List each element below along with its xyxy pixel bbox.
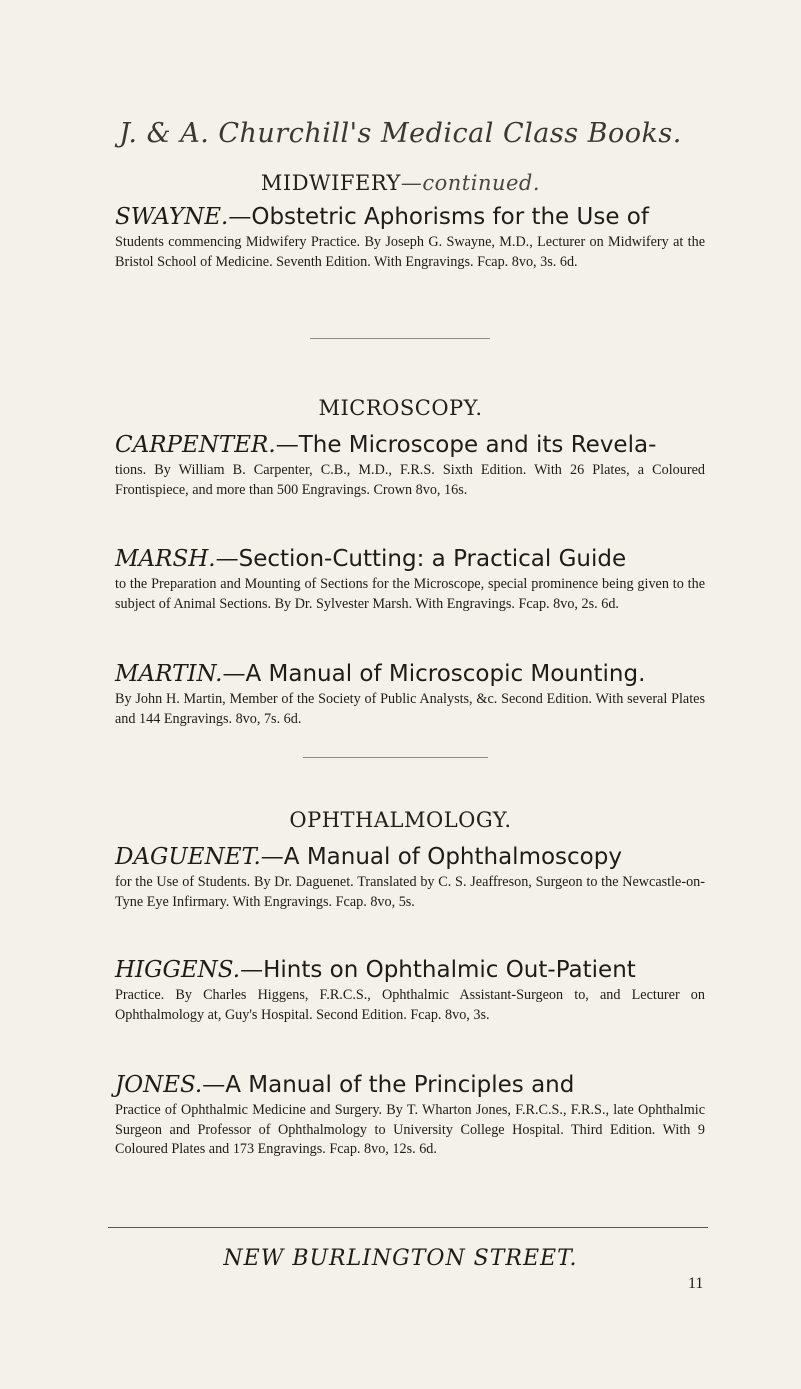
entry-title-line bbox=[115, 430, 705, 460]
entry-author: HIGGENS. bbox=[115, 957, 241, 983]
running-head: J. & A. Churchill's Medical Class Books. bbox=[119, 118, 682, 149]
entry-dash: — bbox=[260, 844, 284, 870]
section-heading-text: MIDWIFERY bbox=[260, 171, 401, 195]
entry-title-line bbox=[115, 659, 705, 689]
section-heading-suffix: —continued. bbox=[400, 171, 541, 195]
section-divider bbox=[310, 338, 490, 339]
entry-body: Practice. By Charles Higgens, F.R.C.S., Ophthalmic Assistant-Surgeon to, and Lecturer on Ophthalmology at, Guy's Hospital. Second Edition. Fcap. 8vo, 3s. bbox=[115, 987, 705, 1023]
entry-author: MARTIN. bbox=[115, 661, 223, 687]
entry-title: Hints on Ophthalmic Out-Patient bbox=[263, 957, 636, 983]
entry-title-line bbox=[115, 202, 705, 232]
section-heading-midwifery bbox=[0, 171, 801, 195]
entry-dash: — bbox=[228, 204, 252, 230]
entry-swayne bbox=[115, 202, 705, 272]
entry-dash: — bbox=[240, 957, 264, 983]
entry-martin bbox=[115, 659, 705, 729]
section-heading-ophthalmology bbox=[0, 808, 801, 832]
section-heading-text: MICROSCOPY. bbox=[318, 396, 483, 420]
entry-author: JONES. bbox=[115, 1072, 203, 1098]
entry-author: DAGUENET. bbox=[115, 844, 261, 870]
entry-dash: — bbox=[215, 546, 239, 572]
entry-daguenet bbox=[115, 842, 705, 912]
entry-title: The Microscope and its Revela- bbox=[298, 432, 657, 458]
entry-jones bbox=[115, 1070, 705, 1160]
section-heading-microscopy bbox=[0, 396, 801, 420]
entry-title: Obstetric Aphorisms for the Use of bbox=[251, 204, 649, 230]
entry-body: tions. By William B. Carpenter, C.B., M.D., F.R.S. Sixth Edition. With 26 Plates, a Coloured Frontispiece, and more than 500 Engravings. Crown 8vo, 16s. bbox=[115, 462, 705, 498]
entry-author: SWAYNE. bbox=[115, 204, 229, 230]
entry-body: for the Use of Students. By Dr. Daguenet. Translated by C. S. Jeaffreson, Surgeon to the Newcastle-on-Tyne Eye Infirmary. With Engravings. Fcap. 8vo, 5s. bbox=[115, 874, 705, 910]
entry-title: A Manual of Microscopic Mounting. bbox=[245, 661, 646, 687]
section-heading-text: OPHTHALMOLOGY. bbox=[289, 808, 512, 832]
entry-body: By John H. Martin, Member of the Society of Public Analysts, &c. Second Edition. With several Plates and 144 Engravings. 8vo, 7s. 6d. bbox=[115, 691, 705, 727]
entry-carpenter bbox=[115, 430, 705, 500]
entry-title-line bbox=[115, 544, 705, 574]
entry-body: Students commencing Midwifery Practice. By Joseph G. Swayne, M.D., Lecturer on Midwifery at the Bristol School of Medicine. Seventh Edition. With Engravings. Fcap. 8vo, 3s. 6d. bbox=[115, 234, 705, 270]
entry-dash: — bbox=[275, 432, 299, 458]
footer-rule bbox=[108, 1227, 708, 1228]
entry-author: MARSH. bbox=[115, 546, 216, 572]
section-divider bbox=[303, 757, 488, 758]
entry-body: Practice of Ophthalmic Medicine and Surgery. By T. Wharton Jones, F.R.C.S., F.R.S., late Ophthalmic Surgeon and Professor of Ophthalmology to University College Hospital. Third Edition. With 9 Coloured Plates and 173 Engravings. Fcap. 8vo, 12s. 6d. bbox=[115, 1102, 705, 1157]
entry-author: CARPENTER. bbox=[115, 432, 276, 458]
entry-title-line bbox=[115, 842, 705, 872]
footer-street: NEW BURLINGTON STREET. bbox=[223, 1246, 578, 1271]
page-number: 11 bbox=[688, 1275, 704, 1292]
entry-body: to the Preparation and Mounting of Sections for the Microscope, special prominence being given to the subject of Animal Sections. By Dr. Sylvester Marsh. With Engravings. Fcap. 8vo, 2s. 6d. bbox=[115, 576, 705, 612]
entry-title: A Manual of the Principles and bbox=[225, 1072, 575, 1098]
entry-title: A Manual of Ophthalmoscopy bbox=[283, 844, 622, 870]
entry-dash: — bbox=[202, 1072, 226, 1098]
entry-marsh bbox=[115, 544, 705, 614]
entry-dash: — bbox=[222, 661, 246, 687]
entry-higgens bbox=[115, 955, 705, 1025]
entry-title-line bbox=[115, 1070, 705, 1100]
entry-title-line bbox=[115, 955, 705, 985]
entry-title: Section-Cutting: a Practical Guide bbox=[238, 546, 627, 572]
